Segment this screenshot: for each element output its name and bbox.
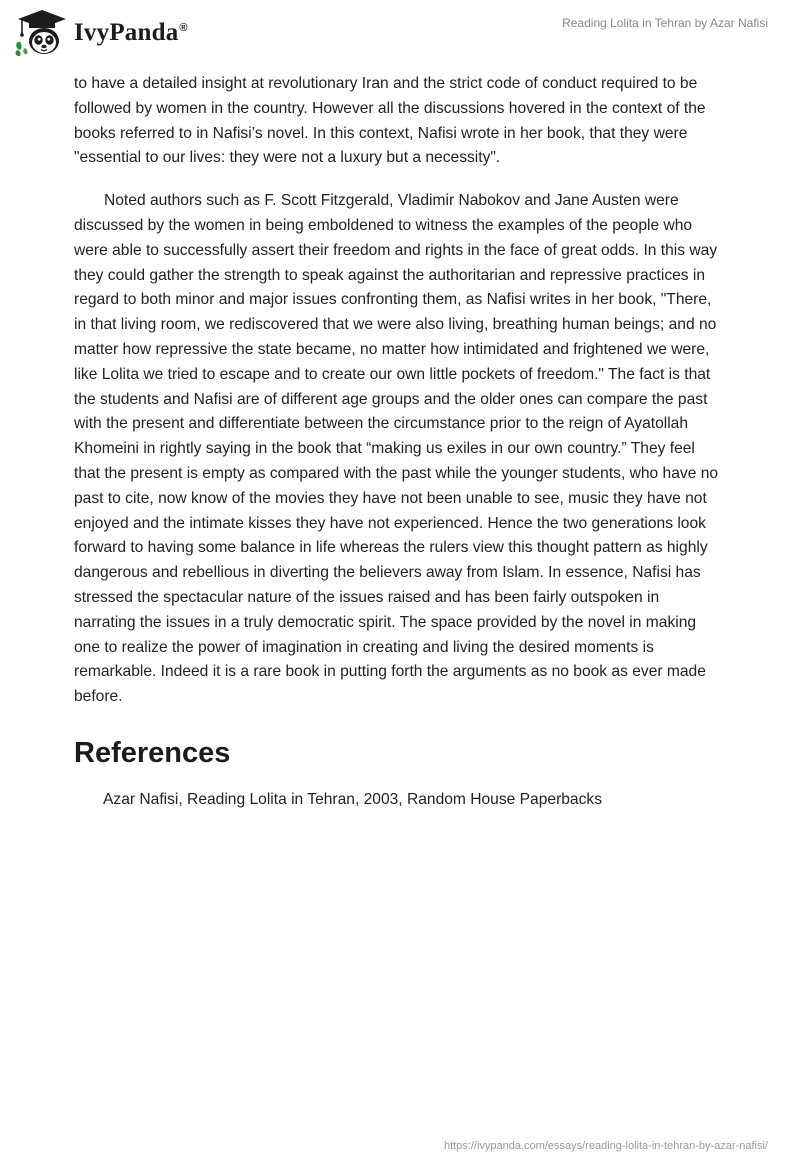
body-paragraph: to have a detailed insight at revolutionary Iran and the strict code of conduct required to be followed by women in the country. However all the discussions hovered in the context of the books referred to in Nafisi’s novel. In this context, Nafisi wrote in her book, that they were "essential to our lives: they were not a luxury but a necessity". (74, 75, 706, 167)
brand-text: IvyPanda (74, 19, 179, 46)
references-heading: References (74, 736, 231, 769)
brand-name (74, 19, 188, 47)
reference-item: Azar Nafisi, Reading Lolita in Tehran, 2003, Random House Paperbacks (103, 790, 602, 808)
panda-logo-icon (14, 8, 70, 58)
essay-content (74, 72, 724, 812)
document-title: Reading Lolita in Tehran by Azar Nafisi (562, 16, 768, 30)
body-paragraph: Noted authors such as F. Scott Fitzgerald, Vladimir Nabokov and Jane Austen were discussed by the women in being emboldened to witness the examples of the people who were able to successfully assert their freedom and rights in the face of great odds. In this way they could gather the strength to speak against the authoritarian and repressive practices in regard to both minor and major issues confronting them, as Nafisi writes in her book, "There, in that living room, we rediscovered that we were also living, breathing human beings; and no matter how repressive the state became, no matter how intimidated and frightened we were, like Lolita we tried to escape and to create our own little pockets of freedom." The fact is that the students and Nafisi are of different age groups and the older ones can compare the past with the present and differentiate between the circumstance prior to the reign of Ayatollah Khomeini in rightly saying in the book that “making us exiles in our own country.” They feel that the present is empty as compared with the past while the younger students, who have no past to cite, now know of the movies they have not been unable to see, music they have not enjoyed and the intimate kisses they have not experienced. Hence the two generations look forward to having some balance in life whereas the rulers view this thought pattern as highly dangerous and rebellious in diverting the believers away from Islam. In essence, Nafisi has stressed the spectacular nature of the issues raised and has been fairly outspoken in narrating the issues in a truly democratic spirit. The space provided by the novel in making one to realize the power of imagination in creating and living the desired moments is remarkable. Indeed it is a rare book in putting forth the arguments as no book as ever made before. (74, 192, 719, 706)
registered-mark: ® (179, 21, 188, 34)
page-header (0, 0, 800, 68)
source-url[interactable]: https://ivypanda.com/essays/reading-lolita-in-tehran-by-azar-nafisi/ (443, 1140, 768, 1152)
ivypanda-logo[interactable] (14, 8, 188, 58)
